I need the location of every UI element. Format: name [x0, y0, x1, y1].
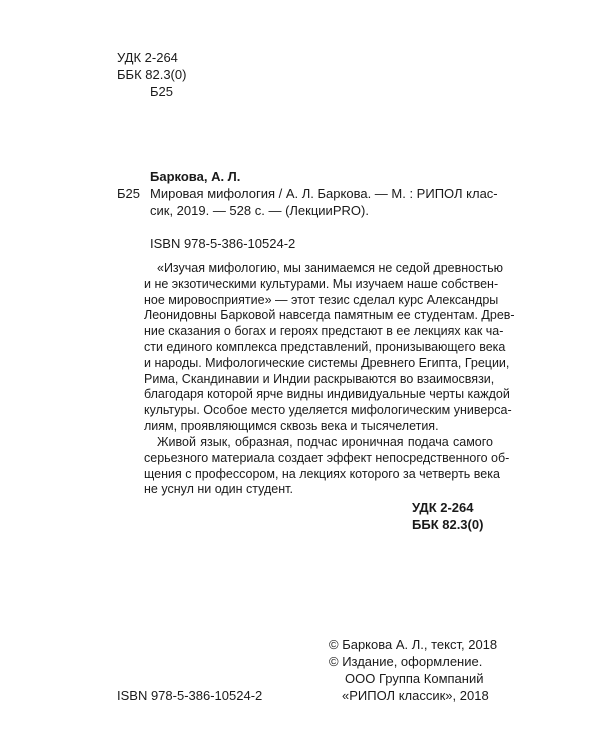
annotation-line: ние сказания о богах и героях предстают в ее лекциях как ча- — [144, 324, 504, 339]
annotation-line: благодаря которой ярче видны индивидуальные черты каждой — [144, 387, 510, 402]
annotation-line: Леонидовны Барковой навсегда памятным ее студентам. Древ- — [144, 308, 515, 323]
annotation-line: ное мировосприятие» — этот тезис сделал курс Александры — [144, 292, 499, 307]
author-heading: Баркова, А. Л. — [150, 169, 241, 184]
annotation-line: «Изучая мифологию, мы занимаемся не седой древностью — [157, 261, 503, 275]
annotation-line: не уснул ни один студент. — [144, 482, 293, 497]
copyright-edition: © Издание, оформление. — [329, 654, 483, 669]
author-mark-top: Б25 — [150, 84, 173, 99]
annotation-paragraph-1 — [144, 261, 515, 435]
author-mark: Б25 — [117, 186, 140, 201]
annotation-line: сти единого комплекса представлений, пронизывающего века — [144, 339, 506, 354]
annotation-line: лиям, проявляющимся сквозь века и тысячелетия. — [144, 418, 439, 433]
udk-code-bottom: УДК 2-264 — [412, 500, 474, 515]
bbk-code-bottom: ББК 82.3(0) — [412, 517, 484, 532]
annotation-line: щения с профессором, на лекциях которого за четверть века — [144, 466, 500, 481]
isbn-catalog: ISBN 978-5-386-10524-2 — [150, 236, 296, 251]
annotation-line: Рима, Скандинавии и Индии раскрываются во взаимосвязи, — [144, 371, 495, 386]
catalog-entry-line-2: сик, 2019. — 528 с. — (ЛекцииPRO). — [150, 203, 369, 218]
annotation-line: Живой язык, образная, подчас ироничная подача самого — [157, 435, 493, 449]
catalog-entry-line-1: Мировая мифология / А. Л. Баркова. — М. : РИПОЛ клас- — [150, 186, 498, 201]
annotation-line: культуры. Особое место уделяется мифологическим универса- — [144, 403, 512, 418]
bbk-code-top: ББК 82.3(0) — [117, 67, 187, 82]
udk-code-top: УДК 2-264 — [117, 50, 178, 65]
annotation-line: серьезного материала создает эффект непосредственного об- — [144, 450, 510, 465]
annotation-line: и не экзотическими культурами. Мы изучаем наше собствен- — [144, 276, 499, 291]
isbn-footer: ISBN 978-5-386-10524-2 — [117, 688, 263, 703]
copyright-text: © Баркова А. Л., текст, 2018 — [329, 637, 498, 652]
copyright-publisher: ООО Группа Компаний — [345, 671, 484, 686]
copyright-publisher-name: «РИПОЛ классик», 2018 — [342, 688, 489, 703]
annotation-paragraph-2 — [144, 435, 510, 498]
annotation-line: и народы. Мифологические системы Древнего Египта, Греции, — [144, 355, 510, 370]
